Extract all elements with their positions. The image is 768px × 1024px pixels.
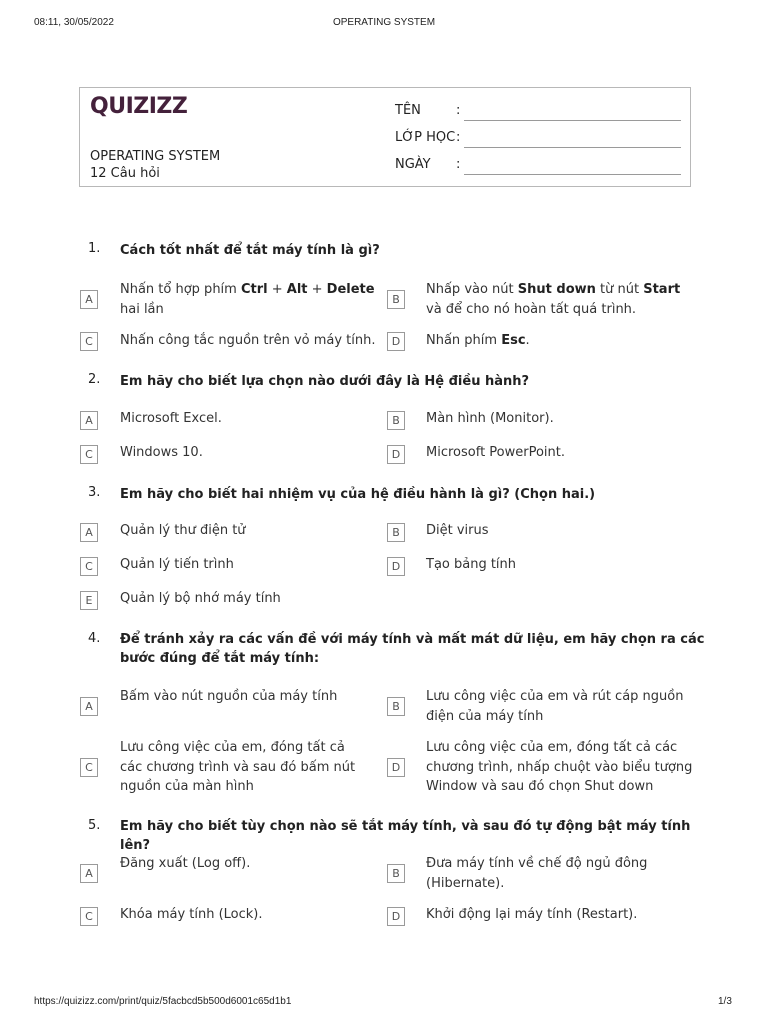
option-b-box[interactable]: B: [387, 864, 405, 883]
option-a-text: Nhấn tổ hợp phím Ctrl + Alt + Delete hai lần: [120, 282, 375, 317]
option-d-box[interactable]: D: [387, 445, 405, 464]
option-a-text: Microsoft Excel.: [120, 411, 222, 426]
print-url[interactable]: https://quizizz.com/print/quiz/5facbcd5b500d6001c65d1b1: [34, 996, 292, 1007]
date-field-label: NGÀY: [395, 157, 431, 172]
option-c-box[interactable]: C: [80, 758, 98, 777]
question-text: Em hãy cho biết tùy chọn nào sẽ tắt máy tính, và sau đó tự động bật máy tính lên?: [120, 819, 691, 853]
option-e-text: Quản lý bộ nhớ máy tính: [120, 591, 281, 606]
question-number: 1.: [88, 241, 101, 256]
quiz-header-box: [79, 87, 691, 187]
option-d-box[interactable]: D: [387, 557, 405, 576]
option-d-box[interactable]: D: [387, 332, 405, 351]
print-title: OPERATING SYSTEM: [332, 17, 436, 28]
question-count: 12 Câu hỏi: [90, 166, 160, 181]
option-e-box[interactable]: E: [80, 591, 98, 610]
option-c-text: Khóa máy tính (Lock).: [120, 907, 263, 922]
class-field-label: LỚP HỌC: [395, 130, 456, 145]
option-a-text: Đăng xuất (Log off).: [120, 856, 251, 871]
option-d-text: Tạo bảng tính: [426, 557, 517, 572]
question-number: 3.: [88, 485, 101, 500]
option-c-text: Windows 10.: [120, 445, 203, 460]
option-a-text: Bấm vào nút nguồn của máy tính: [120, 689, 338, 704]
date-field-colon: :: [456, 157, 461, 172]
name-field-line[interactable]: [464, 120, 681, 121]
option-c-text: Nhấn công tắc nguồn trên vỏ máy tính.: [120, 333, 376, 348]
option-b-text: Lưu công việc của em và rút cáp nguồn điện của máy tính: [426, 689, 684, 724]
option-b-box[interactable]: B: [387, 290, 405, 309]
option-d-text: Nhấn phím Esc.: [426, 333, 530, 348]
question-text: Cách tốt nhất để tắt máy tính là gì?: [120, 243, 380, 258]
option-d-text: Khởi động lại máy tính (Restart).: [426, 907, 638, 922]
option-b-box[interactable]: B: [387, 523, 405, 542]
question-number: 5.: [88, 818, 101, 833]
question-number: 2.: [88, 372, 101, 387]
option-a-box[interactable]: A: [80, 864, 98, 883]
quiz-title: OPERATING SYSTEM: [90, 149, 221, 164]
option-b-text: Nhấp vào nút Shut down từ nút Start và để cho nó hoàn tất quá trình.: [426, 282, 681, 317]
print-datetime: 08:11, 30/05/2022: [34, 17, 114, 28]
option-c-box[interactable]: C: [80, 445, 98, 464]
option-c-text: Quản lý tiến trình: [120, 557, 234, 572]
class-field-line[interactable]: [464, 147, 681, 148]
option-a-text: Quản lý thư điện tử: [120, 523, 246, 538]
option-c-box[interactable]: C: [80, 557, 98, 576]
option-a-box[interactable]: A: [80, 290, 98, 309]
option-c-box[interactable]: C: [80, 332, 98, 351]
date-field-line[interactable]: [464, 174, 681, 175]
option-a-box[interactable]: A: [80, 523, 98, 542]
option-b-text: Diệt virus: [426, 523, 489, 538]
option-b-text: Màn hình (Monitor).: [426, 411, 554, 426]
quizizz-logo: QUIZIZZ: [90, 94, 188, 119]
option-a-box[interactable]: A: [80, 697, 98, 716]
print-page-number: 1/3: [718, 996, 732, 1007]
question-text: Em hãy cho biết hai nhiệm vụ của hệ điều hành là gì? (Chọn hai.): [120, 487, 596, 502]
class-field-colon: :: [456, 130, 461, 145]
option-d-box[interactable]: D: [387, 758, 405, 777]
name-field-colon: :: [456, 103, 461, 118]
option-c-text: Lưu công việc của em, đóng tất cả các chương trình và sau đó bấm nút nguồn của màn hình: [120, 740, 356, 794]
question-text: Em hãy cho biết lựa chọn nào dưới đây là Hệ điều hành?: [120, 374, 530, 389]
question-text: Để tránh xảy ra các vấn đề với máy tính và mất mát dữ liệu, em hãy chọn ra các bước đúng để tắt máy tính:: [120, 632, 705, 666]
option-b-box[interactable]: B: [387, 411, 405, 430]
option-d-text: Lưu công việc của em, đóng tất cả các chương trình, nhấp chuột vào biểu tượng Window và sau đó chọn Shut down: [426, 740, 693, 794]
name-field-label: TÊN: [395, 103, 421, 118]
question-number: 4.: [88, 631, 101, 646]
option-b-box[interactable]: B: [387, 697, 405, 716]
option-d-text: Microsoft PowerPoint.: [426, 445, 566, 460]
option-c-box[interactable]: C: [80, 907, 98, 926]
option-d-box[interactable]: D: [387, 907, 405, 926]
option-b-text: Đưa máy tính về chế độ ngủ đông (Hibernate).: [426, 856, 648, 891]
option-a-box[interactable]: A: [80, 411, 98, 430]
